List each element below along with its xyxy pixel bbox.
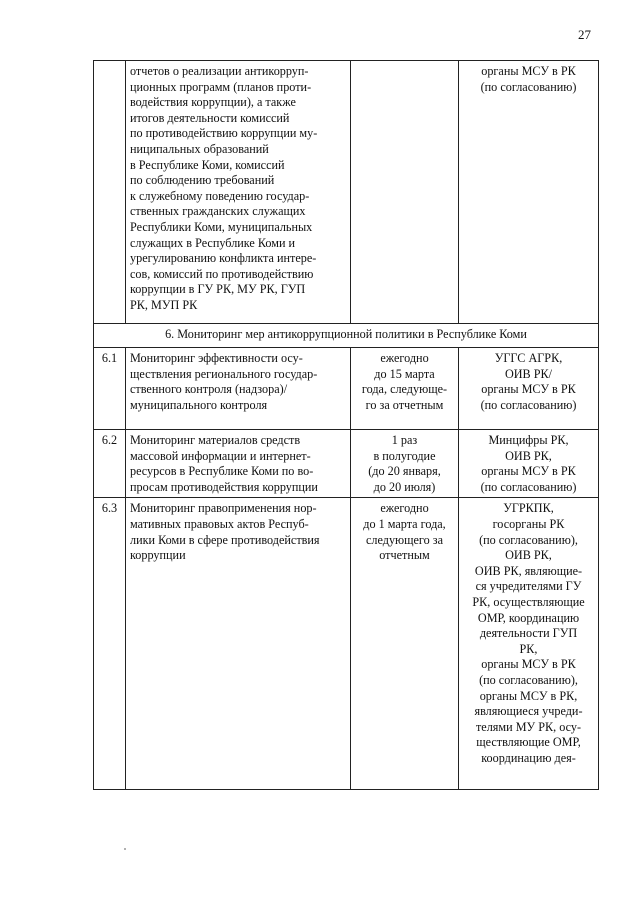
activity-cell <box>126 348 351 430</box>
text-line: (по согласованию) <box>480 479 577 494</box>
text-line: (по согласованию) <box>480 397 577 412</box>
table-row <box>94 430 599 498</box>
text-line: года, следующе- <box>361 382 448 397</box>
text-line: ществления регионального государ- <box>130 366 318 381</box>
text-line: коррупции в ГУ РК, МУ РК, ГУП <box>130 282 306 297</box>
text-line: РК, МУП РК <box>130 297 198 312</box>
term-cell <box>351 348 459 430</box>
text-line: органы МСУ в РК <box>481 382 576 397</box>
row-number-cell: 6.1 <box>94 348 126 430</box>
scan-speck <box>124 848 126 850</box>
executor-cell <box>459 430 599 498</box>
text-line: муниципального контроля <box>130 397 268 412</box>
text-line: ОИВ РК/ <box>504 366 553 381</box>
text-line: в полугодие <box>373 448 436 463</box>
text-line: являющиеся учреди- <box>474 704 583 719</box>
table-row <box>94 348 599 430</box>
text-line: (до 20 января, <box>368 464 441 479</box>
text-line: координацию дея- <box>481 750 576 765</box>
text-line: УГГС АГРК, <box>494 351 563 365</box>
text-line: Республики Коми, муниципальных <box>130 219 313 234</box>
row-number-cell: 6.3 <box>94 498 126 790</box>
section-heading: 6. Мониторинг мер антикоррупционной политики в Республике Коми <box>94 324 599 348</box>
text-line: урегулированию конфликта интере- <box>130 251 317 266</box>
text-line: до 15 марта <box>374 366 435 381</box>
term-cell <box>351 61 459 324</box>
text-line: водействия коррупции), а также <box>130 95 296 110</box>
text-line: (по согласованию) <box>480 79 577 94</box>
text-line: служащих в Республике Коми и <box>130 235 296 250</box>
text-line: органы МСУ в РК <box>481 64 576 78</box>
text-line: органы МСУ в РК <box>481 464 576 479</box>
text-line: Мониторинг эффективности осу- <box>130 351 303 365</box>
text-line: ственных гражданских служащих <box>130 204 306 219</box>
text-line: ресурсов в Республике Коми по во- <box>130 464 314 479</box>
text-line: органы МСУ в РК <box>481 657 576 672</box>
text-line: итогов деятельности комиссий <box>130 110 290 125</box>
executor-cell <box>459 348 599 430</box>
term-cell <box>351 430 459 498</box>
row-number-cell <box>94 61 126 324</box>
text-line: массовой информации и интернет- <box>130 448 311 463</box>
executor-cell <box>459 61 599 324</box>
text-line: ОИВ РК, являющие- <box>474 563 583 578</box>
executor-cell <box>459 498 599 790</box>
text-line: (по согласованию), <box>479 532 578 547</box>
text-line: ственного контроля (надзора)/ <box>130 382 288 397</box>
text-line: Мониторинг материалов средств <box>130 433 301 447</box>
page-number: 27 <box>578 27 591 42</box>
text-line: деятельности ГУП <box>479 626 578 641</box>
text-line: лики Коми в сфере противодействия <box>130 532 320 547</box>
text-line: (по согласованию), <box>479 672 578 687</box>
text-line: ционных программ (планов проти- <box>130 79 312 94</box>
activity-cell <box>126 61 351 324</box>
text-line: отчетов о реализации антикорруп- <box>130 64 309 78</box>
text-line: отчетным <box>379 548 430 563</box>
text-line: ОИВ РК, <box>505 448 552 463</box>
text-line: по соблюдению требований <box>130 173 275 188</box>
text-line: в Республике Коми, комиссий <box>130 157 285 172</box>
text-line: до 20 июля) <box>373 479 436 494</box>
text-line: ежегодно <box>380 501 429 516</box>
text-line: сов, комиссий по противодействию <box>130 266 314 281</box>
text-line: ОМР, координацию <box>477 610 580 625</box>
text-line: телями МУ РК, осу- <box>475 719 582 734</box>
text-line: ежегодно <box>380 351 429 365</box>
text-line: коррупции <box>130 548 186 563</box>
text-line: Мониторинг правоприменения нор- <box>130 501 317 516</box>
text-line: РК, <box>519 641 538 656</box>
text-line: просам противодействия коррупции <box>130 479 318 494</box>
table-row-section-heading <box>94 324 599 348</box>
text-line: по противодействию коррупции му- <box>130 126 318 141</box>
text-line: го за отчетным <box>365 397 444 412</box>
text-line: следующего за <box>366 532 443 547</box>
row-number-cell: 6.2 <box>94 430 126 498</box>
anticorruption-plan-table <box>93 60 599 790</box>
term-cell <box>351 498 459 790</box>
text-line: 1 раз <box>391 433 418 447</box>
text-line: до 1 марта года, <box>363 516 446 531</box>
text-line: органы МСУ в РК, <box>479 688 578 703</box>
text-line: к служебному поведению государ- <box>130 188 310 203</box>
text-line: мативных правовых актов Респуб- <box>130 516 309 531</box>
text-line: ОИВ РК, <box>505 548 552 563</box>
text-line: госорганы РК <box>492 516 565 531</box>
text-line: УГРКПК, <box>503 501 554 516</box>
activity-cell <box>126 498 351 790</box>
activity-cell <box>126 430 351 498</box>
text-line: РК, осуществляющие <box>472 594 585 609</box>
table-row <box>94 498 599 790</box>
text-line: Минцифры РК, <box>488 433 569 447</box>
text-line: ся учредителями ГУ <box>475 579 582 594</box>
table-row-carryover <box>94 61 599 324</box>
text-line: ществляющие ОМР, <box>476 735 581 750</box>
text-line: ниципальных образований <box>130 141 269 156</box>
